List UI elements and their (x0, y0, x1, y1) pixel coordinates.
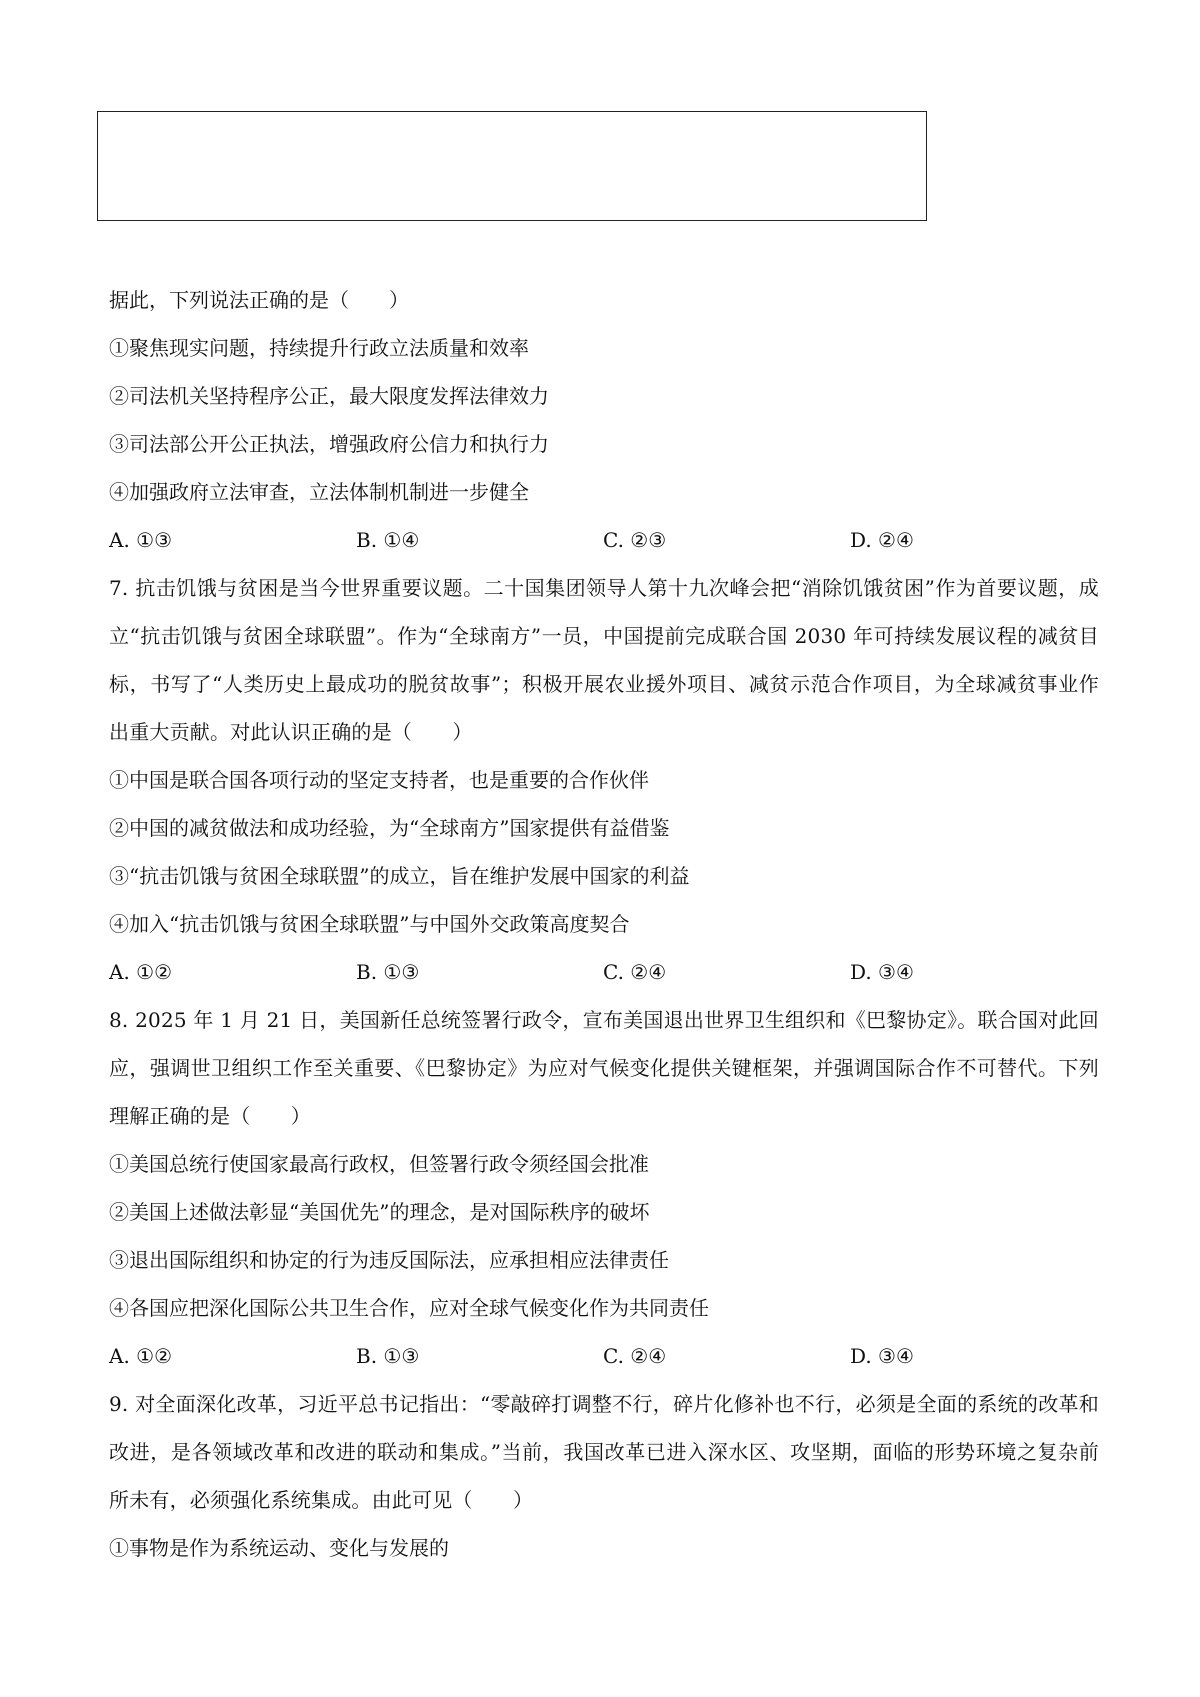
q6-item-4: ④加强政府立法审查，立法体制机制进一步健全 (109, 480, 529, 504)
q7-option-a: A. ①② (109, 960, 173, 984)
q7-options (109, 948, 1099, 996)
q6-option-d: D. ②④ (850, 528, 914, 552)
q8-option-d: D. ③④ (850, 1344, 914, 1368)
q6-item-2: ②司法机关坚持程序公正，最大限度发挥法律效力 (109, 384, 549, 408)
q8-options (109, 1332, 1099, 1380)
q6-option-a: A. ①③ (109, 528, 173, 552)
q7-item-2: ②中国的减贫做法和成功经验，为“全球南方”国家提供有益借鉴 (109, 816, 670, 840)
q7-option-d: D. ③④ (850, 960, 914, 984)
q8-option-c: C. ②④ (603, 1344, 667, 1368)
q6-item-3: ③司法部公开公正执法，增强政府公信力和执行力 (109, 432, 549, 456)
q8-stem: 8. 2025 年 1 月 21 日，美国新任总统签署行政令，宣布美国退出世界卫生组织和《巴黎协定》。联合国对此回应，强调世卫组织工作至关重要、《巴黎协定》为应对气候变化提供关键框架，并强调国际合作不可替代。下列理解正确的是（ ） (109, 1008, 1099, 1128)
q6-option-c: C. ②③ (603, 528, 667, 552)
question-content (109, 276, 1099, 1572)
answer-box (97, 111, 927, 221)
q8-item-1: ①美国总统行使国家最高行政权，但签署行政令须经国会批准 (109, 1152, 649, 1176)
q9-item-1: ①事物是作为系统运动、变化与发展的 (109, 1536, 449, 1560)
q9-stem: 9. 对全面深化改革，习近平总书记指出：“零敲碎打调整不行，碎片化修补也不行，必须是全面的系统的改革和改进，是各领域改革和改进的联动和集成。”当前，我国改革已进入深水区、攻坚期，面临的形势环境之复杂前所未有，必须强化系统集成。由此可见（ ） (109, 1392, 1099, 1512)
q7-option-c: C. ②④ (603, 960, 667, 984)
q7-option-b: B. ①③ (356, 960, 420, 984)
q7-item-3: ③“抗击饥饿与贫困全球联盟”的成立，旨在维护发展中国家的利益 (109, 864, 690, 888)
q8-item-3: ③退出国际组织和协定的行为违反国际法，应承担相应法律责任 (109, 1248, 669, 1272)
q8-option-a: A. ①② (109, 1344, 173, 1368)
q8-item-2: ②美国上述做法彰显“美国优先”的理念，是对国际秩序的破坏 (109, 1200, 650, 1224)
q8-option-b: B. ①③ (356, 1344, 420, 1368)
q6-option-b: B. ①④ (356, 528, 420, 552)
q6-stem: 据此，下列说法正确的是（ ） (109, 288, 409, 312)
q7-item-4: ④加入“抗击饥饿与贫困全球联盟”与中国外交政策高度契合 (109, 912, 630, 936)
q6-item-1: ①聚焦现实问题，持续提升行政立法质量和效率 (109, 336, 529, 360)
q6-options (109, 516, 1099, 564)
q7-stem: 7. 抗击饥饿与贫困是当今世界重要议题。二十国集团领导人第十九次峰会把“消除饥饿贫困”作为首要议题，成立“抗击饥饿与贫困全球联盟”。作为“全球南方”一员，中国提前完成联合国 2030 年可持续发展议程的减贫目标，书写了“人类历史上最成功的脱贫故事”；积极开展农业援外项目、减贫示范合作项目，为全球减贫事业作出重大贡献。对此认识正确的是（ ） (109, 576, 1099, 744)
q8-item-4: ④各国应把深化国际公共卫生合作，应对全球气候变化作为共同责任 (109, 1296, 709, 1320)
q7-item-1: ①中国是联合国各项行动的坚定支持者，也是重要的合作伙伴 (109, 768, 649, 792)
